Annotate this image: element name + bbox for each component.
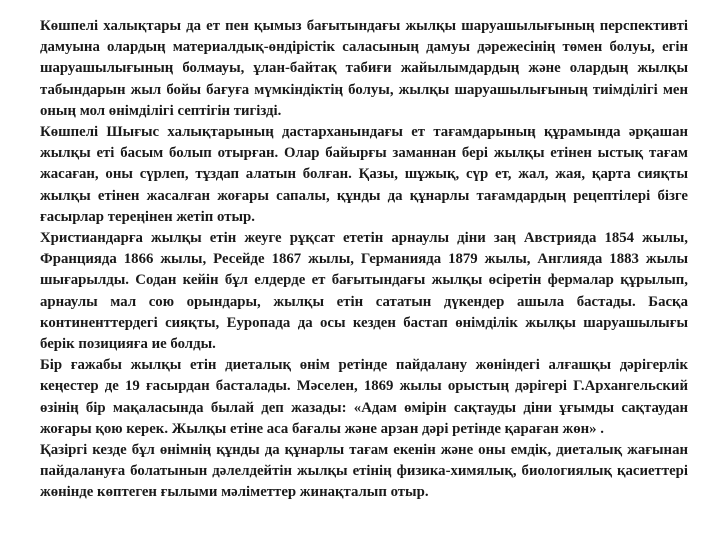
paragraph-medical-advice: Бір ғажабы жылқы етін диеталық өнім ретінде пайдалану жөніндегі алғашқы дәрігерлік кеңестер де 19 ғасырдан басталады. Мәселен, 1869 жылы орыстың дәрігері Г.Архангельский өзінің бір мақаласында былай деп жазады: «Адам өмірін сақтауды діни ұғымды сақтаудан жоғары қою керек. Жылқы етіне аса бағалы және арзан дәрі ретінде қараған жөн» .: [40, 357, 688, 437]
paragraph-modern-research: Қазіргі кезде бұл өнімнің құнды да құнарлы тағам екенін және оны емдік, диеталық жағынан пайдалануға болатынын дәлелдейтін жылқы етінің физика-химялық, биологиялық қасиеттері жөнінде көптеген ғылыми мәліметтер жинақталып отыр.: [40, 442, 688, 501]
paragraph-religious-law-history: Христиандарға жылқы етін жеуге рұқсат ететін арнаулы діни заң Австрияда 1854 жылы, Францияда 1866 жылы, Ресейде 1867 жылы, Германияда 1879 жылы, Англияда 1883 жылы шығарылды. Содан кейін бұл елдерде ет бағытындағы жылқы өсіретін фермалар құрылып, арнаулы мал сою орындары, жылқы етін сататын дүкендер ашыла бастады. Басқа континенттердегі сияқты, Еуропада да осы кезден бастап өнімділік жылқы шаруашылығы берік позицияға ие болды.: [40, 230, 688, 353]
paragraph-eastern-cuisine: Көшпелі Шығыс халықтарының дастарханындағы ет тағамдарының құрамында әрқашан жылқы еті басым болып отырған. Олар байырғы заманнан бері жылқы етінен ыстық тағам жасаған, оны сүрлеп, тұздап алатын болған. Қазы, шұжық, сүр ет, жал, жая, қарта сияқты жылқы етінен жасалған жоғары сапалы, құнды да құнарлы тағамдардың рецептілері бізге ғасырлар тереңінен жетіп отыр.: [40, 124, 688, 225]
document-body: [40, 16, 688, 530]
paragraph-nomadic-horse-breeding: Көшпелі халықтары да ет пен қымыз бағытындағы жылқы шаруашылығының перспективті дамуына олардың материалдық-өндірістік саласының дамуы дәрежесінің төмен болуы, егін шаруашылығының болмауы, ұлан-байтақ табиғи жайылымдардың және олардың жылқы табындарын жыл бойы бағуға мүмкіндіктің болуы, жылқы шаруашылығының тиімділігі мен оның мол өнімділігі септігін тигізді.: [40, 18, 688, 119]
